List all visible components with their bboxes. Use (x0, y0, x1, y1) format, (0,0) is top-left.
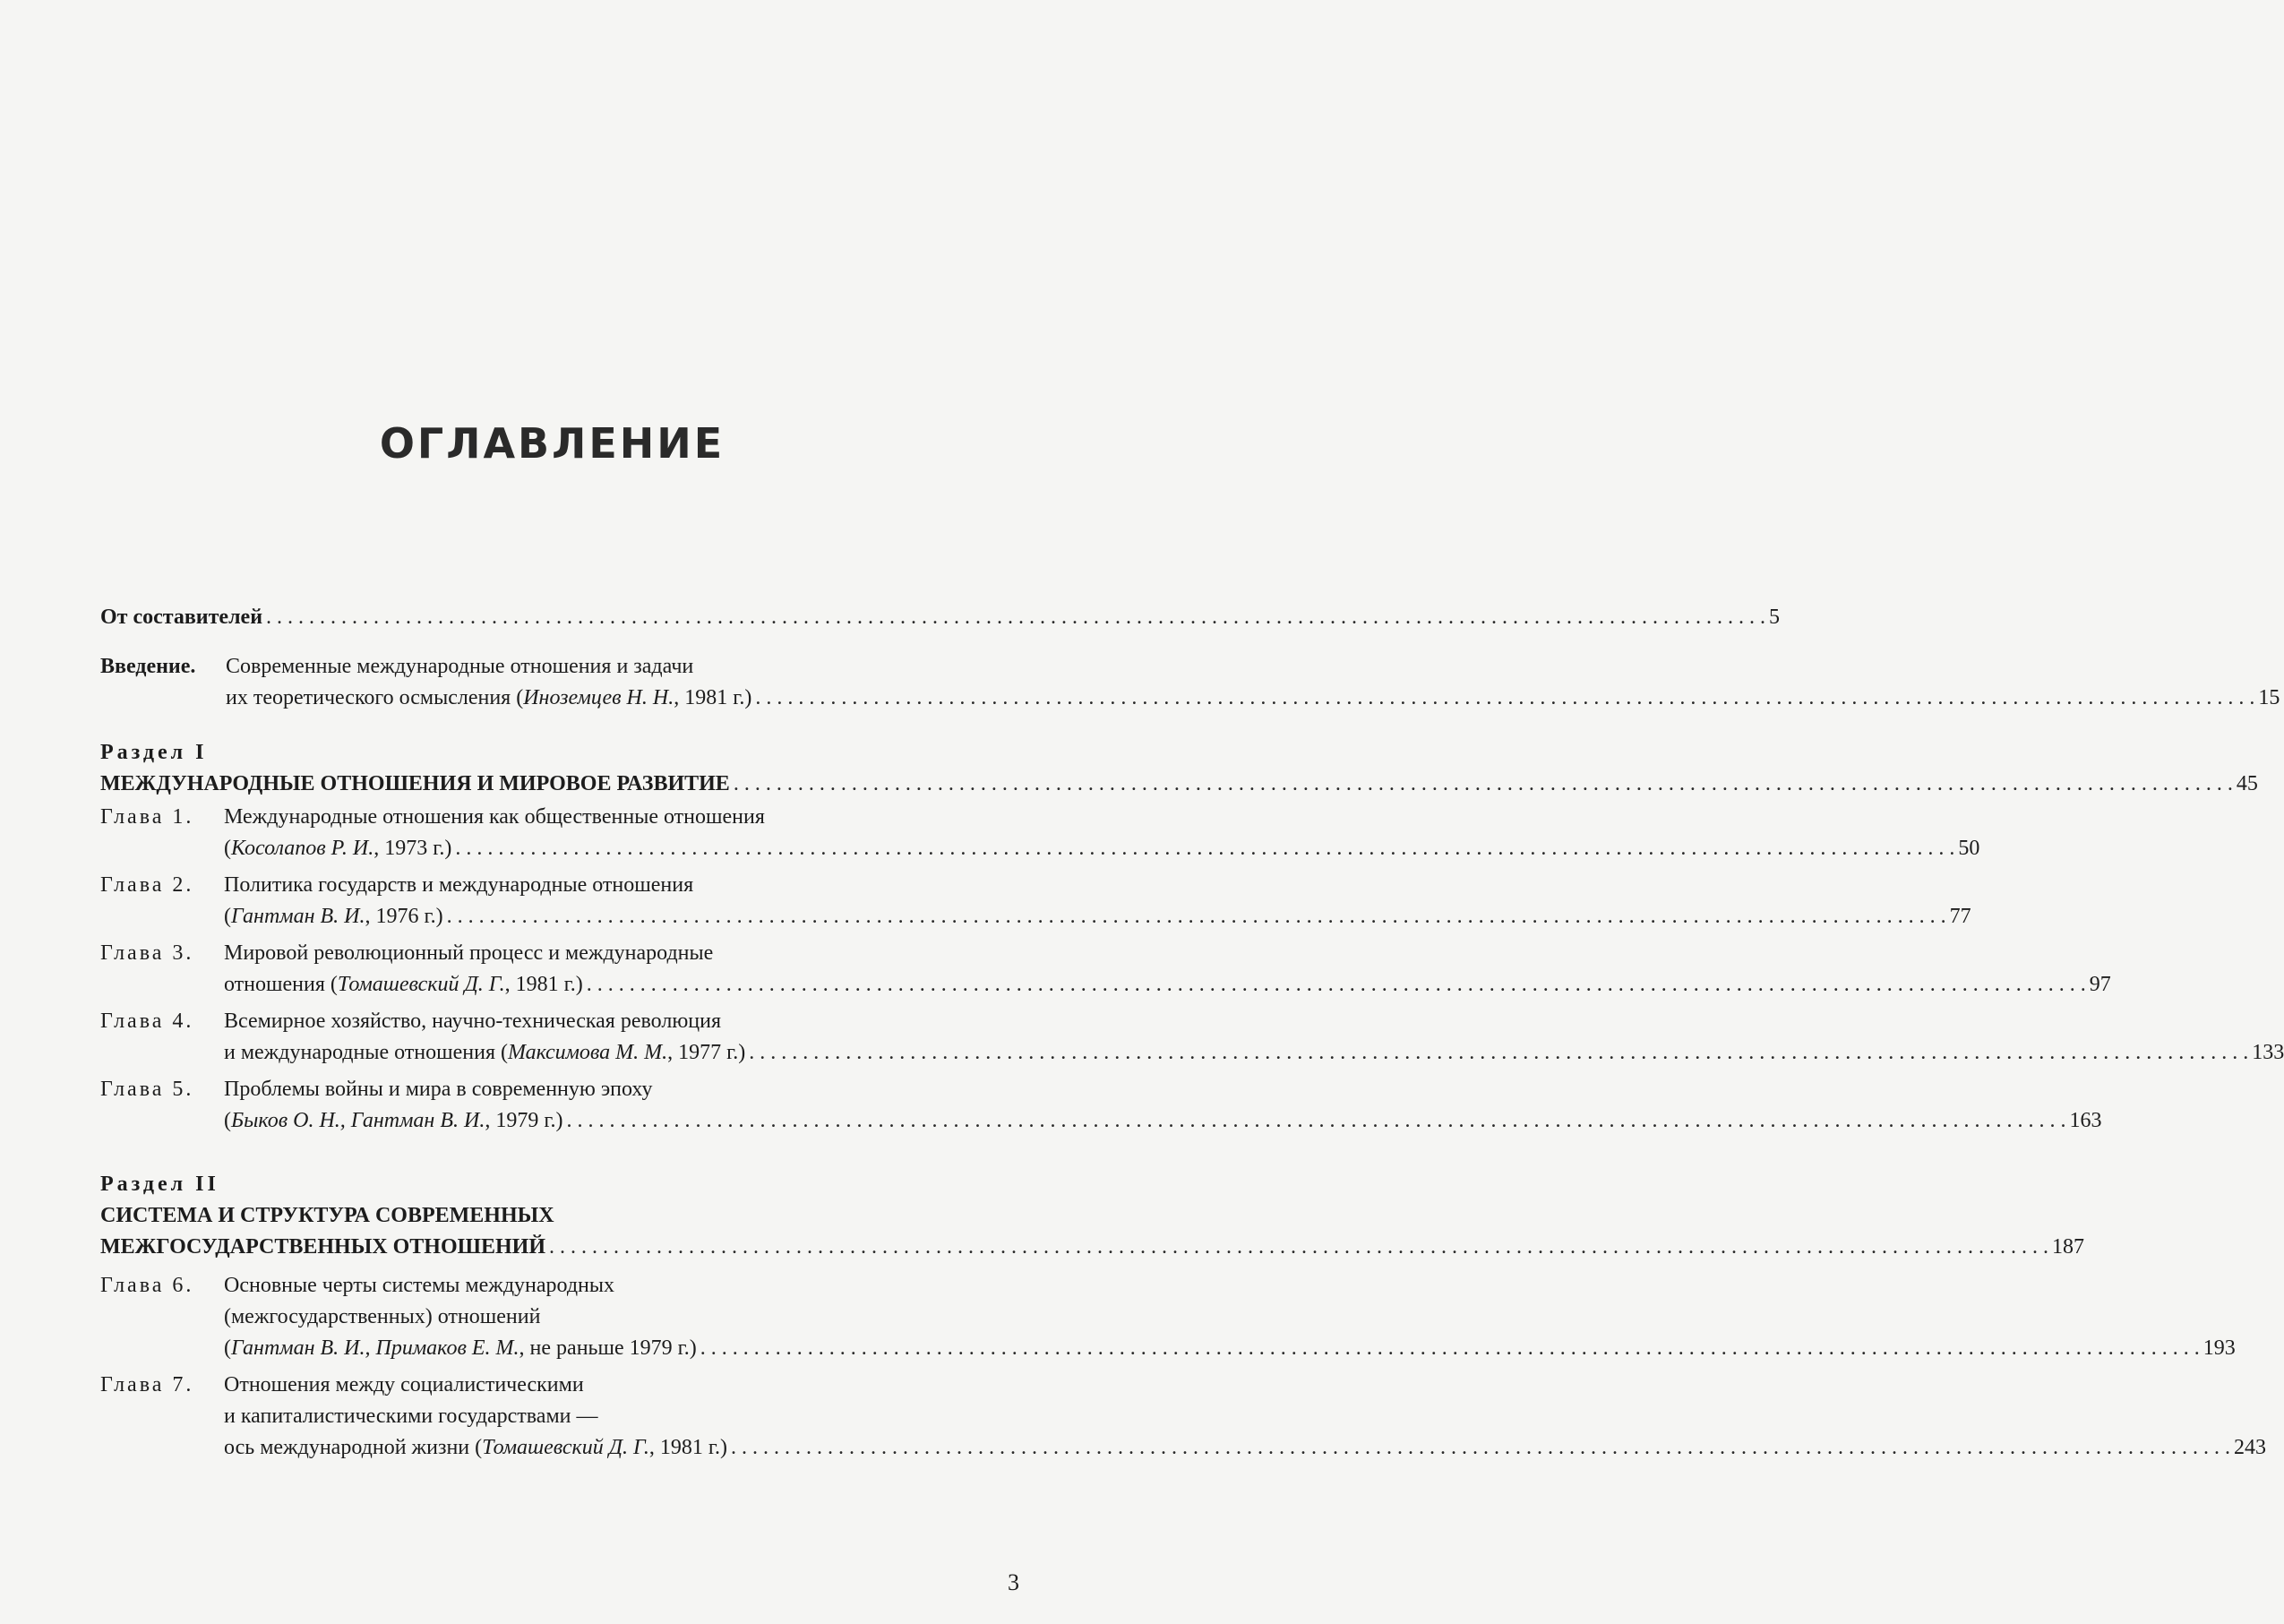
table-of-contents (100, 602, 2284, 1469)
leader-dots (447, 901, 1946, 932)
toc-entry-chapter[interactable] (100, 802, 1980, 864)
chapter-title: Мировой революционный процесс и международные (224, 941, 714, 965)
chapter-page: 243 (2234, 1436, 2267, 1459)
chapter-label: Глава 5. (100, 1078, 194, 1101)
leader-dots (549, 1232, 2048, 1263)
chapter-title: и капиталистическими государствами — (224, 1405, 598, 1428)
chapter-label: Глава 7. (100, 1373, 194, 1396)
chapter-page: 77 (1949, 905, 1971, 928)
section-title-line[interactable] (100, 769, 2258, 800)
chapter-author: Томашевский Д. Г. (482, 1436, 649, 1459)
toc-entry-chapter[interactable] (100, 1370, 2267, 1464)
chapter-label: Глава 3. (100, 941, 194, 965)
chapter-page: 50 (1958, 837, 1980, 860)
chapter-title: Проблемы войны и мира в современную эпоху (224, 1078, 653, 1101)
leader-dots (749, 1037, 2248, 1069)
chapter-label: Глава 2. (100, 873, 194, 897)
chapter-title: Всемирное хозяйство, научно-техническая революция (224, 1010, 721, 1033)
toc-entry-intro[interactable] (100, 651, 2280, 714)
entry-page: 5 (1769, 606, 1781, 629)
chapter-attribution: (Косолапов Р. И., 1973 г.) (224, 837, 452, 860)
chapter-page: 133 (2252, 1041, 2284, 1064)
chapter-title: Международные отношения как общественные отношения (224, 805, 765, 829)
leader-dots (455, 833, 1954, 864)
chapter-title: Отношения между социалистическими (224, 1373, 584, 1396)
chapter-label: Глава 6. (100, 1274, 194, 1297)
chapter-label: Глава 4. (100, 1010, 194, 1033)
toc-entry-chapter[interactable] (100, 1270, 2236, 1364)
entry-title: Современные международные отношения и задачи (226, 655, 694, 678)
chapter-attribution: (Гантман В. И., 1976 г.) (224, 905, 443, 928)
section-heading: Раздел I (100, 741, 208, 764)
leader-dots (734, 769, 2233, 800)
chapter-author: Гантман В. И. (231, 905, 365, 928)
entry-author: Иноземцев Н. Н. (523, 686, 674, 709)
leader-dots (587, 969, 2086, 1001)
toc-entry-chapter[interactable] (100, 1006, 2284, 1069)
leader-dots (566, 1105, 2065, 1137)
entry-label: Введение. (100, 655, 196, 678)
chapter-attribution: отношения (Томашевский Д. Г., 1981 г.) (224, 973, 583, 996)
chapter-attribution: ось международной жизни (Томашевский Д. Г., 1981 г.) (224, 1436, 728, 1459)
toc-section (100, 737, 2284, 1137)
section-title-line (100, 1200, 1030, 1232)
chapter-page: 163 (2069, 1109, 2102, 1132)
page-number: 3 (1008, 1569, 1019, 1595)
leader-dots (731, 1432, 2230, 1464)
toc-entry-front[interactable] (100, 602, 1781, 633)
section-title-line[interactable] (100, 1232, 2084, 1263)
section-title: МЕЖГОСУДАРСТВЕННЫХ ОТНОШЕНИЙ (100, 1235, 545, 1259)
chapter-author: Косолапов Р. И. (231, 837, 374, 860)
chapter-author: Быков О. Н., Гантман В. И. (231, 1109, 485, 1132)
section-title: МЕЖДУНАРОДНЫЕ ОТНОШЕНИЯ И МИРОВОЕ РАЗВИТИЕ (100, 772, 730, 795)
leader-dots (755, 683, 2254, 714)
section-page: 45 (2236, 772, 2258, 795)
chapter-page: 97 (2089, 973, 2111, 996)
section-heading: Раздел II (100, 1173, 219, 1196)
chapter-attribution: и международные отношения (Максимова М. М., 1977 г.) (224, 1041, 746, 1064)
entry-title: От составителей (100, 606, 263, 629)
page-title: ОГЛАВЛЕНИЕ (379, 419, 726, 468)
chapter-title: Политика государств и международные отношения (224, 873, 694, 897)
section-page: 187 (2052, 1235, 2084, 1259)
chapter-title: (межгосударственных) отношений (224, 1305, 541, 1328)
chapter-attribution: (Гантман В. И., Примаков Е. М., не раньше 1979 г.) (224, 1336, 697, 1360)
chapter-page: 193 (2202, 1336, 2236, 1360)
toc-entry-chapter[interactable] (100, 1074, 2102, 1137)
entry-page: 15 (2258, 686, 2280, 709)
chapter-label: Глава 1. (100, 805, 194, 829)
toc-section (100, 1169, 2267, 1464)
chapter-attribution: (Быков О. Н., Гантман В. И., 1979 г.) (224, 1109, 563, 1132)
leader-dots (266, 602, 1765, 633)
toc-entry-chapter[interactable] (100, 870, 1971, 932)
chapter-author: Максимова М. М. (507, 1041, 668, 1064)
section-title: СИСТЕМА И СТРУКТУРА СОВРЕМЕННЫХ (100, 1204, 554, 1227)
entry-title-cont: их теоретического осмысления (Иноземцев Н. Н., 1981 г.) (226, 686, 752, 709)
toc-entry-chapter[interactable] (100, 938, 2111, 1001)
chapter-title: Основные черты системы международных (224, 1274, 615, 1297)
chapter-author: Гантман В. И., Примаков Е. М. (231, 1336, 519, 1360)
leader-dots (700, 1333, 2200, 1364)
chapter-author: Томашевский Д. Г. (337, 973, 505, 996)
